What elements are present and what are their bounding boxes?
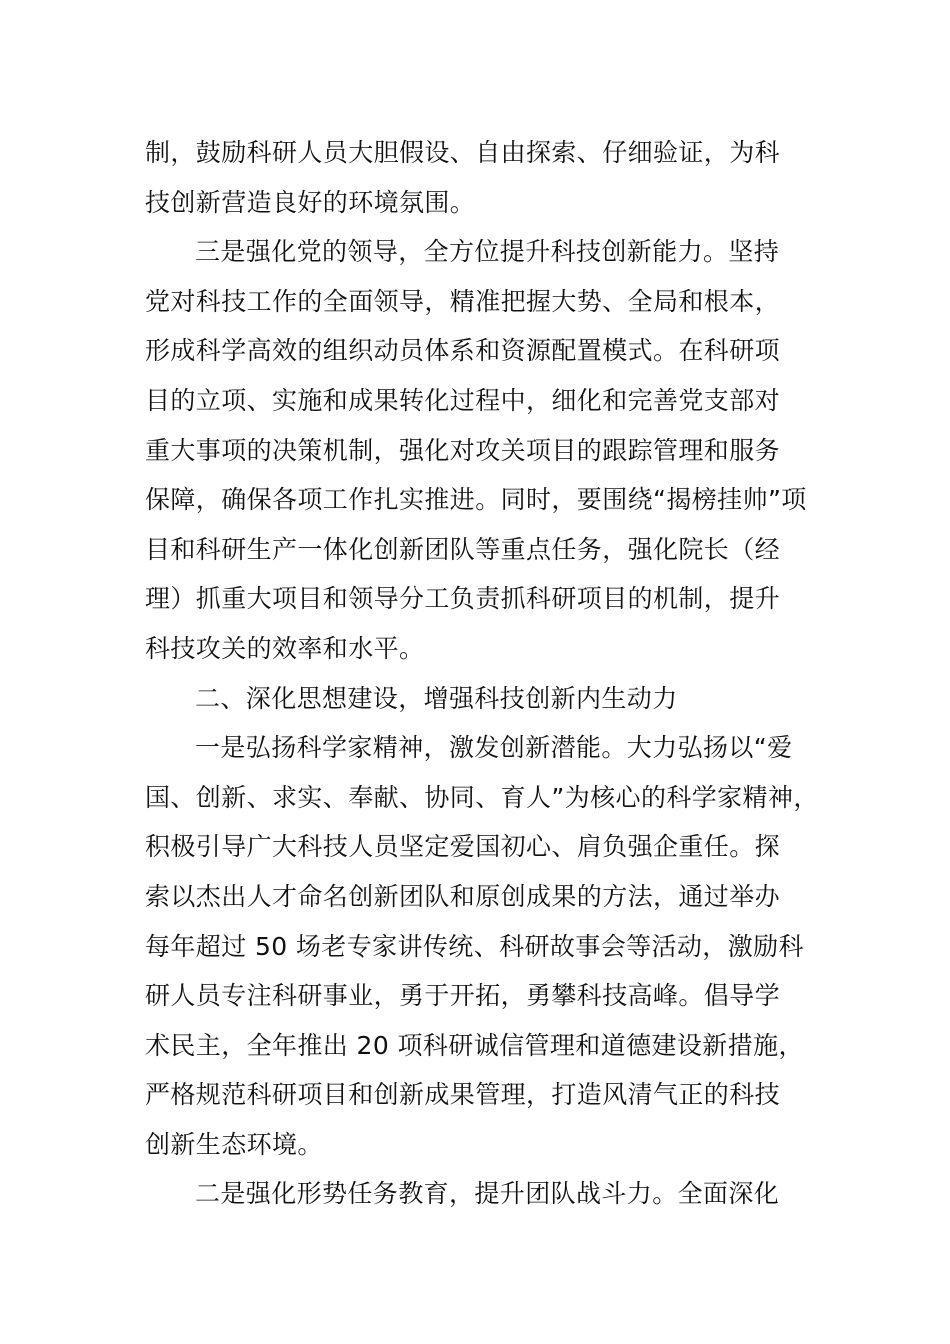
text-line: 国、创新、求实、奉献、协同、育人”为核心的科学家精神， <box>145 782 819 812</box>
text-line: 创新生态环境。 <box>145 1129 323 1159</box>
document-body <box>145 128 819 1219</box>
text-line: 术民主，全年推出 20 项科研诚信管理和道德建设新措施， <box>145 1030 804 1060</box>
paragraph-start-line: 一是弘扬科学家精神，激发创新潜能。大力弘扬以“爱 <box>195 733 793 763</box>
text-line: 目的立项、实施和成果转化过程中，细化和完善党支部对 <box>145 385 781 415</box>
text-line: 目和科研生产一体化创新团队等重点任务，强化院长（经 <box>145 534 781 564</box>
paragraph-start-line: 三是强化党的领导，全方位提升科技创新能力。坚持 <box>195 237 780 267</box>
text-line: 党对科技工作的全面领导，精准把握大势、全局和根本， <box>145 286 781 316</box>
text-line: 形成科学高效的组织动员体系和资源配置模式。在科研项 <box>145 336 781 366</box>
text-line: 科技攻关的效率和水平。 <box>145 633 425 663</box>
text-line: 重大事项的决策机制，强化对攻关项目的跟踪管理和服务 <box>145 435 781 465</box>
section-heading: 二、深化思想建设，增强科技创新内生动力 <box>195 683 678 713</box>
text-line: 制，鼓励科研人员大胆假设、自由探索、仔细验证，为科 <box>145 138 781 167</box>
text-line: 每年超过 50 场老专家讲传统、科研故事会等活动，激励科 <box>145 931 804 961</box>
paragraph-start-line: 二是强化形势任务教育，提升团队战斗力。全面深化 <box>195 1179 780 1209</box>
text-line: 索以杰出人才命名创新团队和原创成果的方法，通过举办 <box>145 881 781 911</box>
text-line: 技创新营造良好的环境氛围。 <box>145 187 476 217</box>
text-line: 理）抓重大项目和领导分工负责抓科研项目的机制，提升 <box>145 584 781 614</box>
text-line: 保障，确保各项工作扎实推进。同时，要围绕“揭榜挂帅”项 <box>145 485 807 515</box>
text-line: 积极引导广大科技人员坚定爱国初心、肩负强企重任。探 <box>145 832 781 862</box>
text-line: 严格规范科研项目和创新成果管理，打造风清气正的科技 <box>145 1080 781 1110</box>
text-line: 研人员专注科研事业，勇于开拓，勇攀科技高峰。倡导学 <box>145 981 781 1011</box>
